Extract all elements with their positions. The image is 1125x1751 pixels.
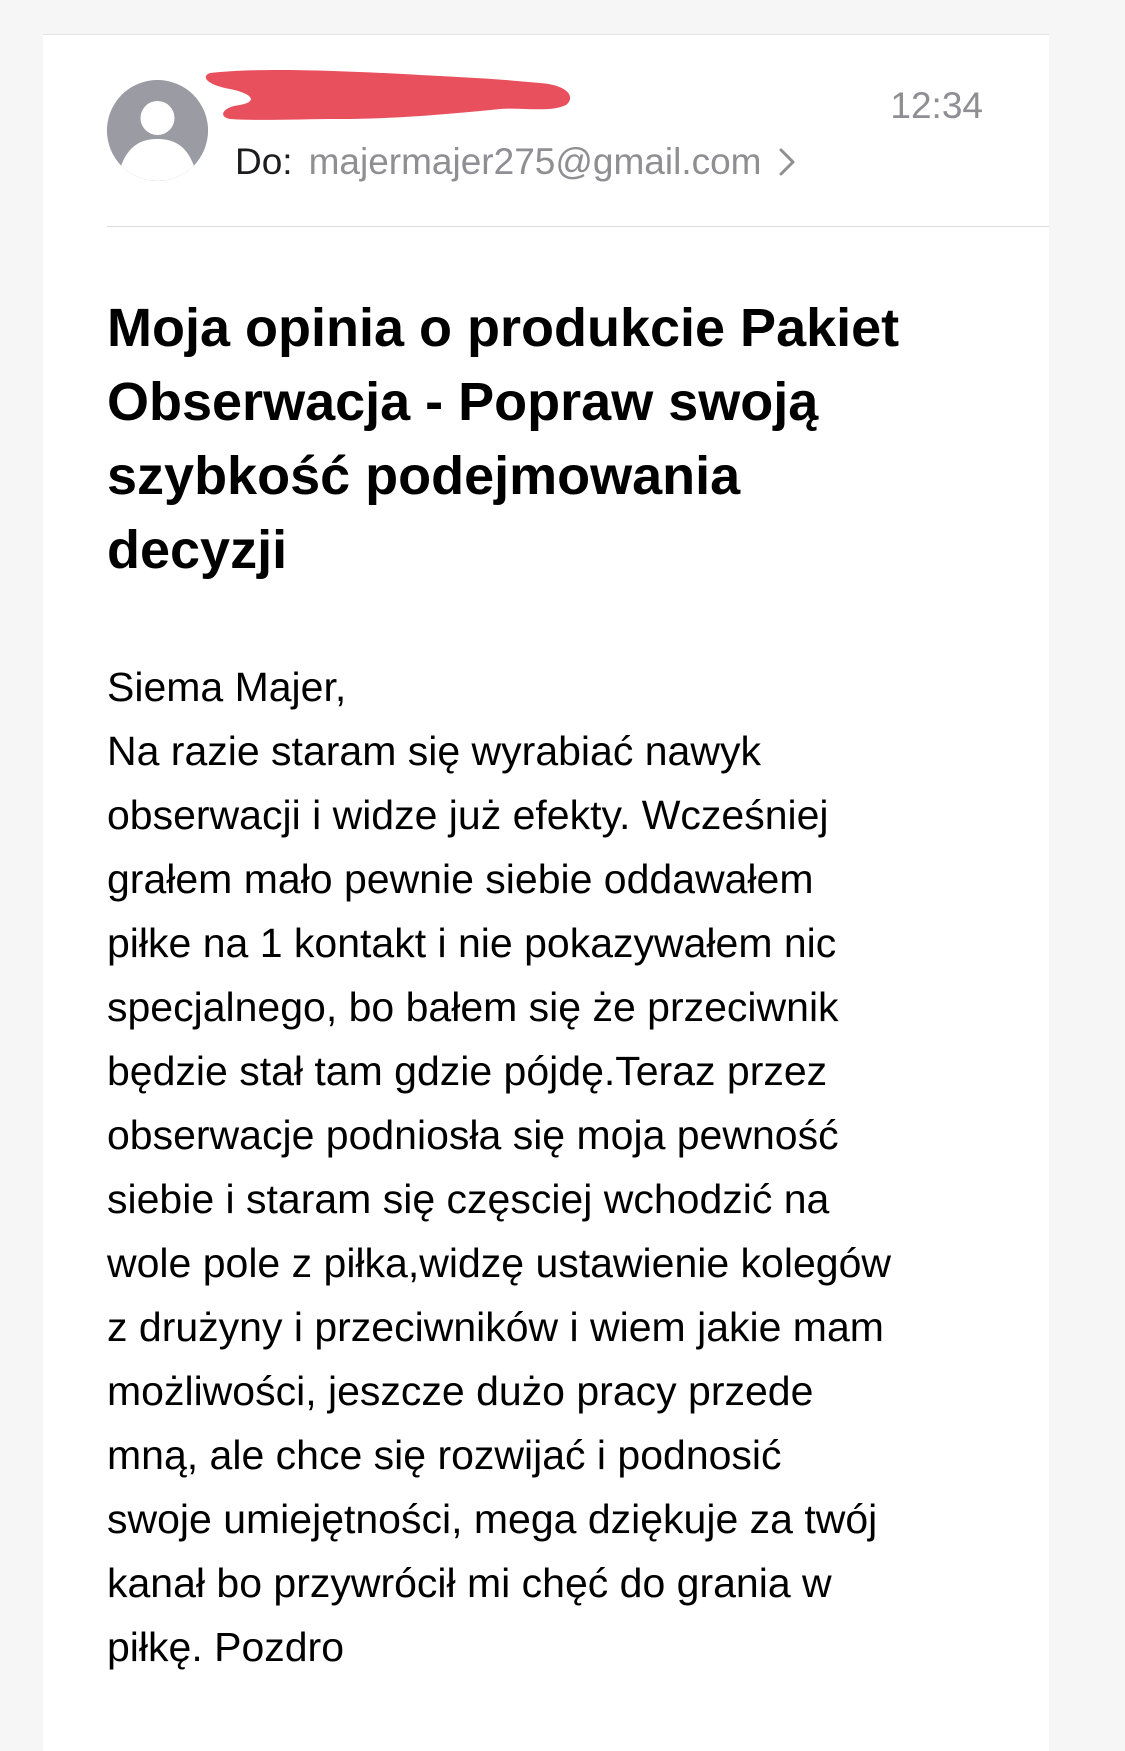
email-body (107, 655, 1027, 1679)
body-line: kanał bo przywrócił mi chęć do grania w (107, 1560, 832, 1606)
body-line: grałem mało pewnie siebie oddawałem (107, 856, 814, 902)
body-line: możliwości, jeszcze dużo pracy przede (107, 1368, 814, 1414)
email-message-view (43, 34, 1049, 1751)
body-line: obserwacje podniosła się moja pewność (107, 1112, 839, 1158)
email-header (43, 35, 1049, 227)
subject-line: Moja opinia o produkcie Pakiet (107, 298, 900, 358)
body-line: wole pole z piłka,widzę ustawienie kolegów (107, 1240, 891, 1286)
body-line: piłkę. Pozdro (107, 1624, 345, 1670)
body-line: mną, ale chce się rozwijać i podnosić (107, 1432, 782, 1478)
body-line: obserwacji i widze już efekty. Wcześniej (107, 792, 829, 838)
subject-line: szybkość podejmowania (107, 446, 741, 506)
header-divider (107, 226, 1049, 227)
body-line: siebie i staram się częsciej wchodzić na (107, 1176, 830, 1222)
body-line: Na razie staram się wyrabiać nawyk (107, 728, 761, 774)
body-line: będzie stał tam gdzie pójdę.Teraz przez (107, 1048, 828, 1094)
email-time: 12:34 (890, 85, 983, 126)
to-label: Do: (235, 141, 293, 182)
email-subject (107, 291, 1007, 587)
body-line: z drużyny i przeciwników i wiem jakie mam (107, 1304, 884, 1350)
subject-line: decyzji (107, 520, 288, 580)
email-greeting: Siema Majer, (107, 664, 347, 710)
recipient-row[interactable] (235, 137, 796, 187)
person-icon (107, 80, 208, 181)
body-line: swoje umiejętności, mega dziękuje za twój (107, 1496, 878, 1542)
body-line: piłke na 1 kontakt i nie pokazywałem nic (107, 920, 837, 966)
recipient-address[interactable]: majermajer275@gmail.com (308, 141, 762, 182)
chevron-right-icon[interactable] (778, 147, 796, 177)
sender-avatar[interactable] (107, 80, 208, 181)
sender-name-redaction (200, 65, 578, 127)
body-line: specjalnego, bo bałem się że przeciwnik (107, 984, 839, 1030)
subject-line: Obserwacja - Popraw swoją (107, 372, 819, 432)
